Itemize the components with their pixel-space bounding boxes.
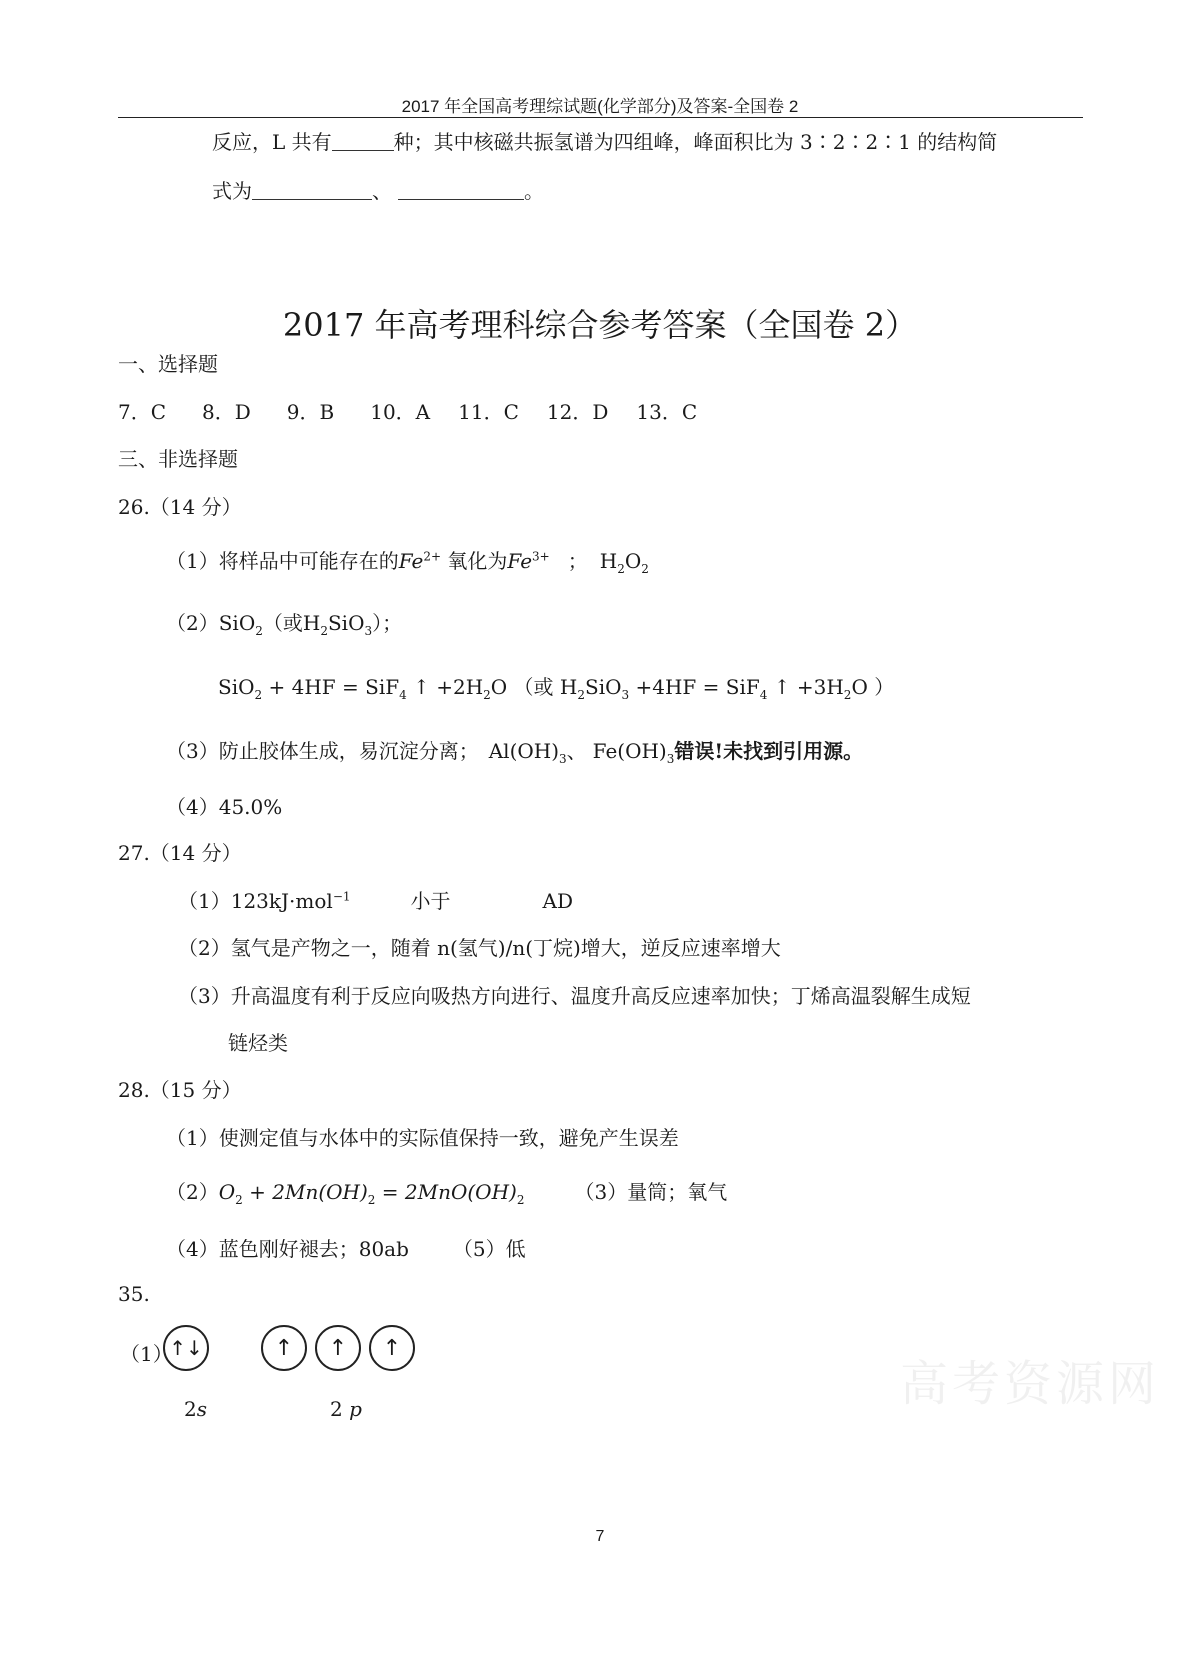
charge-2plus: 2+ (423, 549, 442, 564)
eq-part: = 2MnO(OH) (375, 1180, 517, 1204)
choice-answer: 9．B (286, 400, 335, 424)
header-title: 2017 年全国高考理综试题(化学部分)及答案-全国卷 2 (401, 97, 799, 116)
subscript: 2 (483, 688, 491, 702)
q27-part1-choice: AD (542, 889, 573, 913)
part-number: （1） (166, 1126, 219, 1150)
section-nonchoice-title: 三、非选择题 (118, 447, 238, 471)
subscript: 3 (559, 752, 567, 766)
continuation-line-1 (212, 126, 997, 155)
aloh3-formula: Al(OH) (488, 739, 560, 763)
electron-pair-arrows: ↑↓ (169, 1336, 203, 1360)
header-rule (118, 117, 1083, 118)
part-number: （3） (166, 739, 219, 763)
q28-part1 (166, 1122, 679, 1151)
q28-part3-text: （3）量筒；氧气 (574, 1180, 728, 1204)
continuation-text-c: 式为 (212, 179, 252, 203)
q27-part3 (178, 980, 971, 1009)
eq-part: + 4HF = SiF (262, 675, 400, 699)
subscript: 3 (621, 688, 630, 702)
subscript: 2 (367, 1193, 376, 1207)
answer-blank-3 (398, 179, 524, 200)
eq-part: SiO (585, 675, 622, 699)
label-letter: s (196, 1397, 207, 1421)
eq-part: +4HF = SiF (629, 675, 760, 699)
q28-part5-text: （5）低 (452, 1237, 526, 1261)
orbital-label-2p (330, 1397, 362, 1421)
orbital-2p-1 (261, 1325, 307, 1371)
continuation-text-a: 反应，L 共有 (212, 130, 332, 154)
subscript: 2 (641, 562, 649, 576)
subscript: 4 (759, 688, 768, 702)
subscript: 2 (843, 688, 852, 702)
eq-part: ↑ +3H (767, 675, 844, 699)
eq-part: ↑ +2H (406, 675, 484, 699)
eq-part: + 2Mn(OH) (242, 1180, 368, 1204)
q35-part-number: （1） (120, 1342, 173, 1366)
q26-part1-mid: 氧化为 (447, 549, 508, 573)
orbital-label-2s (184, 1397, 207, 1421)
continuation-text-e: 。 (524, 179, 544, 203)
q27-part2 (178, 932, 781, 961)
subscript: 2 (254, 688, 263, 702)
o-symbol: O (624, 549, 642, 573)
q26-part1-text: 将样品中可能存在的 (218, 549, 399, 573)
subscript: 2 (320, 624, 328, 638)
q26-part4 (166, 791, 282, 820)
part-number: （2） (166, 1180, 219, 1204)
continuation-text-b: 种；其中核磁共振氢谱为四组峰，峰面积比为 3∶2∶2∶1 的结构简 (393, 130, 998, 154)
fe-symbol: Fe (398, 549, 424, 573)
continuation-text-d: 、 (372, 179, 392, 203)
subscript: 4 (399, 688, 407, 702)
q26-equation (218, 671, 894, 700)
subscript: 2 (617, 562, 625, 576)
section-choice-title: 一、选择题 (118, 352, 218, 376)
choice-answers (118, 396, 697, 425)
q27-part3-continuation: 链烃类 (228, 1031, 288, 1055)
orbital-2s (163, 1325, 209, 1371)
answer-title: 2017 年高考理科综合参考答案（全国卷 2） (282, 306, 918, 344)
eq-part: SiO (218, 675, 255, 699)
subscript: 2 (516, 1193, 525, 1207)
orbital-2p-2 (315, 1325, 361, 1371)
choice-answer: 10．A (370, 400, 431, 424)
q27-part2-text: 氢气是产物之一，随着 n(氢气)/n(丁烷)增大，逆反应速率增大 (230, 936, 781, 960)
label-number: 2 (330, 1397, 343, 1421)
q26-part3 (166, 735, 863, 764)
part-number: （2） (166, 611, 219, 635)
answer-blank-1 (332, 130, 394, 151)
q26-part2-close: ）； (372, 611, 403, 635)
page-number: 7 (595, 1528, 605, 1545)
q26-head: 26.（14 分） (118, 495, 242, 519)
sio2-formula: SiO (218, 611, 256, 635)
separator: ； (567, 549, 588, 573)
part-number: （2） (178, 936, 231, 960)
o2-formula: O (218, 1180, 236, 1204)
q26-part1 (166, 545, 649, 574)
electron-up-arrow: ↑ (382, 1335, 402, 1361)
eq-part: O （或 H (490, 675, 578, 699)
choice-answer: 11．C (458, 400, 519, 424)
feoh3-formula: Fe(OH) (592, 739, 667, 763)
sio3-formula: SiO (327, 611, 365, 635)
electron-up-arrow: ↑ (274, 1335, 294, 1361)
charge-3plus: 3+ (532, 549, 550, 564)
q26-part2 (166, 607, 402, 636)
q27-head: 27.（14 分） (118, 841, 242, 865)
q28-part1-text: 使测定值与水体中的实际值保持一致，避免产生误差 (218, 1126, 679, 1150)
q27-part1-compare: 小于 (410, 889, 451, 913)
q26-part3-text: 防止胶体生成，易沉淀分离； (218, 739, 479, 763)
answer-blank-2 (252, 179, 372, 200)
part-number: （4） (166, 795, 219, 819)
part-number: （3） (178, 984, 231, 1008)
subscript: 3 (666, 752, 675, 766)
subscript: 2 (235, 1193, 243, 1207)
q26-part2-open: （或 (262, 611, 303, 635)
choice-answer: 12．D (546, 400, 609, 424)
choice-answer: 8．D (202, 400, 251, 424)
choice-answer: 7．C (118, 400, 167, 424)
continuation-line-2 (212, 175, 544, 204)
q28-head: 28.（15 分） (118, 1078, 242, 1102)
eq-part: O ） (851, 675, 895, 699)
q28-part4-text: 蓝色刚好褪去；80ab (218, 1237, 409, 1261)
part-number: （1） (166, 549, 219, 573)
q28-part2 (166, 1176, 727, 1205)
q26-part4-text: 45.0% (218, 795, 283, 819)
superscript: −1 (332, 889, 351, 904)
electron-up-arrow: ↑ (328, 1335, 348, 1361)
part-number: （4） (166, 1237, 219, 1261)
q27-part1 (178, 885, 573, 914)
choice-answer: 13．C (636, 400, 698, 424)
fe-symbol: Fe (507, 549, 533, 573)
subscript: 2 (255, 624, 263, 638)
q35-head: 35. (118, 1282, 150, 1306)
h-symbol: H (599, 549, 618, 573)
q28-part4 (166, 1233, 526, 1262)
h-symbol: H (302, 611, 321, 635)
subscript: 3 (364, 624, 373, 638)
enthalpy-value: 123kJ·mol (230, 889, 333, 913)
reference-error-text: 错误!未找到引用源。 (674, 739, 864, 763)
subscript: 2 (577, 688, 585, 702)
orbital-2p-3 (369, 1325, 415, 1371)
watermark-text: 高考资源网 (900, 1356, 1161, 1412)
q27-part3-text: 升高温度有利于反应向吸热方向进行、温度升高反应速率加快；丁烯高温裂解生成短 (230, 984, 971, 1008)
part-number: （1） (178, 889, 231, 913)
label-letter: p (349, 1397, 362, 1421)
separator: 、 (566, 739, 587, 763)
label-number: 2 (184, 1397, 197, 1421)
